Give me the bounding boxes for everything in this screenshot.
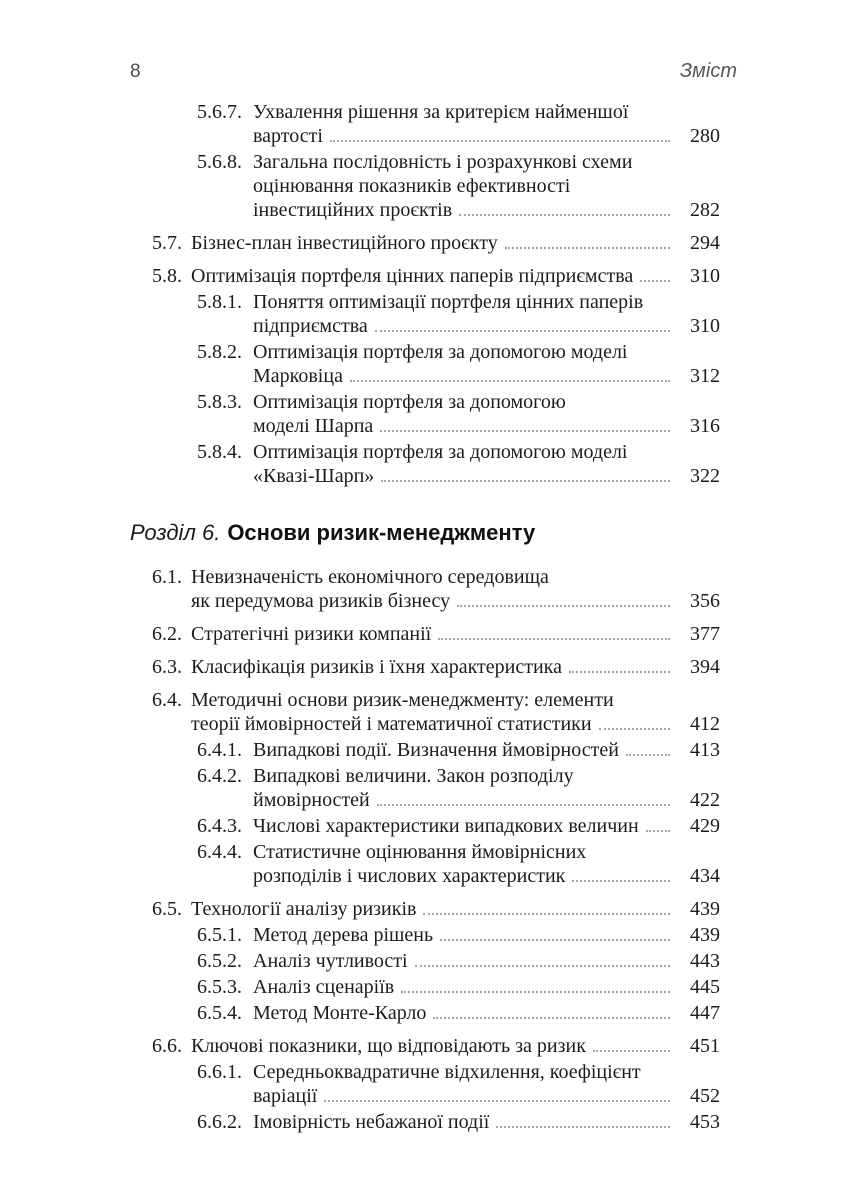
entry-line: Середньоквадратичне відхилення, коефіцієнт (253, 1061, 641, 1083)
entry-body (253, 840, 720, 888)
entry-text: варіації (253, 1085, 318, 1107)
entry-line (191, 231, 720, 255)
entry-text: Аналіз чутливості (253, 950, 408, 972)
entry-text: моделі Шарпа (253, 415, 374, 437)
entry-line (253, 864, 720, 888)
entry-number: 5.8.1. (197, 291, 242, 313)
entry-body (191, 655, 720, 679)
entry-line (191, 655, 720, 679)
entry-text: Метод Монте-Карло (253, 1002, 427, 1024)
entry-line (253, 814, 720, 838)
toc-entry (130, 949, 720, 973)
toc-entry (130, 290, 720, 338)
entry-line: Оптимізація портфеля за допомогою моделі (253, 341, 628, 363)
entry-page-number: 377 (690, 623, 720, 645)
toc-entry (130, 264, 720, 288)
page-header (130, 60, 737, 83)
dot-leader (459, 214, 670, 216)
entry-number: 6.5.2. (197, 950, 242, 972)
toc-entry (130, 340, 720, 388)
entry-body (253, 290, 720, 338)
dot-leader (381, 480, 670, 482)
entry-body (253, 1110, 720, 1134)
entry-number: 6.4.3. (197, 815, 242, 837)
dot-leader (350, 380, 670, 382)
entry-text: Випадкові події. Визначення ймовірностей (253, 739, 619, 761)
entry-text: Ключові показники, що відповідають за ризик (191, 1035, 586, 1057)
entry-line: Випадкові величини. Закон розподілу (253, 765, 574, 787)
entry-line (253, 975, 720, 999)
entry-line: Оптимізація портфеля за допомогою (253, 391, 566, 413)
entry-number: 6.5.3. (197, 976, 242, 998)
entry-page-number: 312 (690, 365, 720, 387)
entry-number: 6.3. (152, 656, 182, 678)
toc-entry (130, 231, 720, 255)
dot-leader (401, 991, 670, 993)
entry-line (253, 1001, 720, 1025)
entry-line (253, 949, 720, 973)
entry-line (253, 364, 720, 388)
entry-line (191, 1034, 720, 1058)
entry-page-number: 452 (690, 1085, 720, 1107)
entry-text: Стратегічні ризики компанії (191, 623, 432, 645)
entry-line: Статистичне оцінювання ймовірнісних (253, 841, 587, 863)
entry-body (191, 688, 720, 736)
entry-page-number: 439 (690, 898, 720, 920)
toc-entry (130, 764, 720, 812)
toc-entry (130, 975, 720, 999)
entry-text: теорії ймовірностей і математичної статистики (191, 713, 592, 735)
entry-line (253, 414, 720, 438)
entry-page-number: 294 (690, 232, 720, 254)
toc-entry (130, 655, 720, 679)
dot-leader (438, 638, 670, 640)
toc-entry (130, 688, 720, 736)
toc-entry (130, 814, 720, 838)
dot-leader (626, 754, 670, 756)
dot-leader (457, 605, 670, 607)
entry-body (191, 897, 720, 921)
entry-text: вартості (253, 125, 323, 147)
dot-leader (415, 965, 670, 967)
entry-number: 6.6. (152, 1035, 182, 1057)
entry-text: ймовірностей (253, 789, 370, 811)
entry-line (191, 264, 720, 288)
entry-page-number: 310 (690, 265, 720, 287)
toc-entry (130, 738, 720, 762)
entry-body (253, 150, 720, 222)
entry-page-number: 443 (690, 950, 720, 972)
entry-line (191, 622, 720, 646)
entry-body (253, 764, 720, 812)
entry-line (253, 314, 720, 338)
entry-text: «Квазі-Шарп» (253, 465, 375, 487)
entry-line: Ухвалення рішення за критерієм найменшої (253, 101, 629, 123)
entry-text: Оптимізація портфеля цінних паперів підприємства (191, 265, 634, 287)
entry-text: як передумова ризиків бізнесу (191, 590, 451, 612)
entry-number: 6.6.1. (197, 1061, 242, 1083)
entry-body (253, 390, 720, 438)
entry-body (253, 1001, 720, 1025)
entry-text: Імовірність небажаної події (253, 1111, 490, 1133)
entry-line (253, 1110, 720, 1134)
entry-number: 6.4.4. (197, 841, 242, 863)
dot-leader (572, 880, 670, 882)
entry-page-number: 434 (690, 865, 720, 887)
entry-line (253, 124, 720, 148)
entry-number: 6.4.1. (197, 739, 242, 761)
dot-leader (593, 1050, 670, 1052)
toc-entry (130, 1001, 720, 1025)
entry-text: Метод дерева рішень (253, 924, 434, 946)
entry-number: 6.2. (152, 623, 182, 645)
page-number: 8 (130, 61, 141, 82)
entry-text: Бізнес-план інвестиційного проєкту (191, 232, 498, 254)
entry-line (253, 198, 720, 222)
dot-leader (640, 280, 670, 282)
entry-number: 5.6.7. (197, 101, 242, 123)
entry-text: підприємства (253, 315, 368, 337)
toc-entry (130, 440, 720, 488)
dot-leader (330, 140, 670, 142)
toc-entry (130, 565, 720, 613)
entry-body (191, 1034, 720, 1058)
entry-body (191, 264, 720, 288)
entry-number: 5.8.4. (197, 441, 242, 463)
entry-number: 6.5.4. (197, 1002, 242, 1024)
dot-leader (599, 728, 670, 730)
entry-line (253, 1084, 720, 1108)
entry-line (253, 464, 720, 488)
entry-line: Невизначеність економічного середовища (191, 566, 549, 588)
chapter-heading (130, 518, 720, 548)
dot-leader (380, 430, 670, 432)
entry-page-number: 394 (690, 656, 720, 678)
dot-leader (646, 830, 670, 832)
entry-text: Технології аналізу ризиків (191, 898, 417, 920)
entry-page-number: 356 (690, 590, 720, 612)
entry-text: Числові характеристики випадкових величин (253, 815, 639, 837)
toc-list (130, 100, 720, 1134)
toc-entry (130, 897, 720, 921)
entry-body (191, 622, 720, 646)
entry-text: розподілів і числових характеристик (253, 865, 566, 887)
entry-body (253, 1060, 720, 1108)
entry-number: 5.7. (152, 232, 182, 254)
toc-entry (130, 1060, 720, 1108)
toc-entry (130, 1034, 720, 1058)
entry-page-number: 439 (690, 924, 720, 946)
dot-leader (496, 1126, 670, 1128)
entry-text: Аналіз сценаріїв (253, 976, 395, 998)
dot-leader (433, 1017, 670, 1019)
entry-page-number: 453 (690, 1111, 720, 1133)
entry-page-number: 422 (690, 789, 720, 811)
entry-line (191, 712, 720, 736)
entry-page-number: 451 (690, 1035, 720, 1057)
toc-entry (130, 923, 720, 947)
entry-page-number: 280 (690, 125, 720, 147)
dot-leader (505, 247, 670, 249)
toc-entry (130, 622, 720, 646)
entry-number: 6.1. (152, 566, 182, 588)
entry-body (253, 949, 720, 973)
entry-page-number: 316 (690, 415, 720, 437)
entry-body (253, 440, 720, 488)
entry-line (253, 788, 720, 812)
toc-entry (130, 840, 720, 888)
chapter-heading-label: Розділ 6. (130, 520, 221, 545)
entry-line: Оптимізація портфеля за допомогою моделі (253, 441, 628, 463)
entry-body (253, 814, 720, 838)
entry-number: 6.4.2. (197, 765, 242, 787)
entry-number: 5.8. (152, 265, 182, 287)
entry-body (253, 975, 720, 999)
entry-body (253, 923, 720, 947)
entry-line (191, 589, 720, 613)
dot-leader (569, 671, 670, 673)
entry-body (191, 565, 720, 613)
entry-number: 6.6.2. (197, 1111, 242, 1133)
entry-line (191, 897, 720, 921)
entry-body (191, 231, 720, 255)
dot-leader (377, 804, 670, 806)
chapter-heading-title: Основи ризик-менеджменту (227, 520, 536, 545)
entry-line: Методичні основи ризик-менеджменту: елементи (191, 689, 614, 711)
entry-line: Поняття оптимізації портфеля цінних паперів (253, 291, 644, 313)
entry-page-number: 429 (690, 815, 720, 837)
entry-line (253, 738, 720, 762)
entry-page-number: 413 (690, 739, 720, 761)
entry-line (253, 923, 720, 947)
entry-text: Марковіца (253, 365, 343, 387)
entry-body (253, 100, 720, 148)
toc-entry (130, 390, 720, 438)
entry-page-number: 445 (690, 976, 720, 998)
toc-entry (130, 100, 720, 148)
dot-leader (324, 1100, 670, 1102)
entry-line: оцінювання показників ефективності (253, 175, 571, 197)
toc-entry (130, 150, 720, 222)
entry-number: 6.5.1. (197, 924, 242, 946)
dot-leader (375, 330, 670, 332)
toc-entry (130, 1110, 720, 1134)
entry-number: 5.6.8. (197, 151, 242, 173)
entry-page-number: 412 (690, 713, 720, 735)
entry-page-number: 322 (690, 465, 720, 487)
entry-body (253, 340, 720, 388)
entry-number: 6.5. (152, 898, 182, 920)
entry-text: Класифікація ризиків і їхня характеристика (191, 656, 562, 678)
entry-page-number: 282 (690, 199, 720, 221)
running-title: Зміст (679, 60, 737, 82)
dot-leader (440, 939, 670, 941)
entry-number: 5.8.2. (197, 341, 242, 363)
entry-line: Загальна послідовність і розрахункові схеми (253, 151, 633, 173)
entry-body (253, 738, 720, 762)
entry-number: 6.4. (152, 689, 182, 711)
entry-number: 5.8.3. (197, 391, 242, 413)
dot-leader (423, 913, 670, 915)
entry-page-number: 310 (690, 315, 720, 337)
entry-text: інвестиційних проєктів (253, 199, 453, 221)
entry-page-number: 447 (690, 1002, 720, 1024)
